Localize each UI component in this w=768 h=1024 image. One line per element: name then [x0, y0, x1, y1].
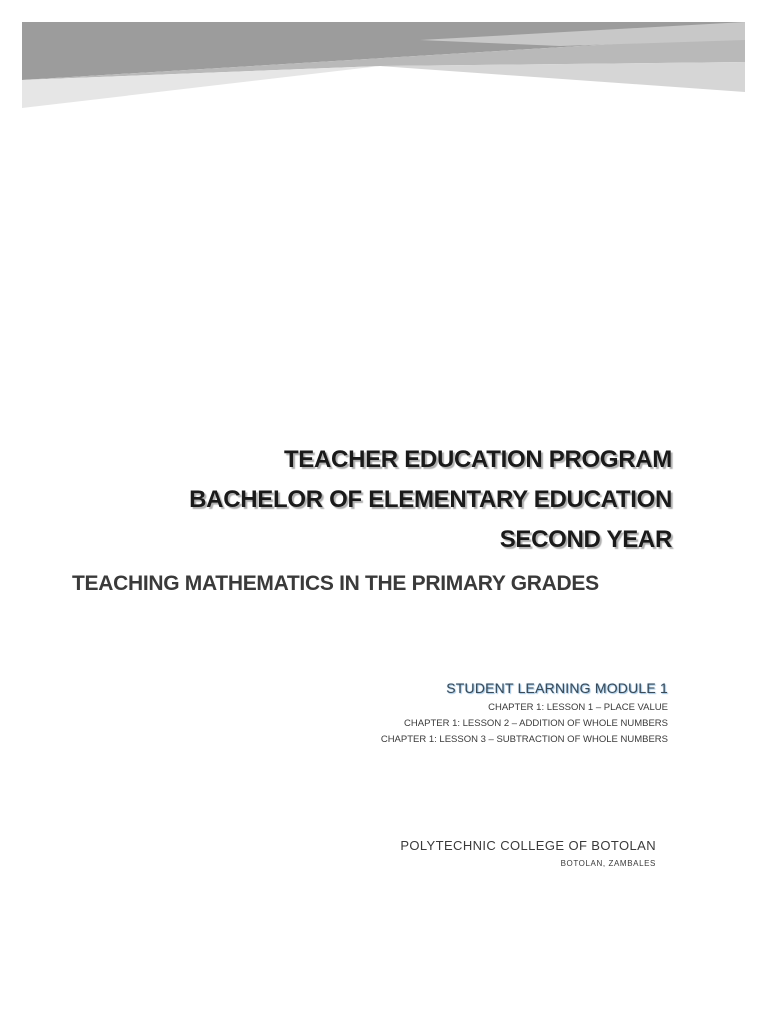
school-name: POLYTECHNIC COLLEGE OF BOTOLAN — [400, 838, 656, 853]
school-block — [400, 838, 656, 868]
module-block — [381, 680, 668, 748]
school-location: BOTOLAN, ZAMBALES — [560, 859, 656, 868]
lesson-item: CHAPTER 1: LESSON 2 – ADDITION OF WHOLE NUMBERS — [404, 718, 668, 729]
lesson-item: CHAPTER 1: LESSON 3 – SUBTRACTION OF WHOLE NUMBERS — [380, 734, 668, 745]
course-title: TEACHING MATHEMATICS IN THE PRIMARY GRADES — [72, 572, 599, 595]
program-line-1: TEACHER EDUCATION PROGRAM — [283, 446, 672, 473]
module-title: STUDENT LEARNING MODULE 1 — [446, 680, 668, 696]
program-title-block — [189, 440, 672, 560]
header-banner-graphic — [0, 0, 768, 120]
program-line-3: SECOND YEAR — [499, 526, 672, 553]
header-band-light — [380, 62, 745, 92]
lesson-item: CHAPTER 1: LESSON 1 – PLACE VALUE — [488, 702, 668, 713]
program-line-2: BACHELOR OF ELEMENTARY EDUCATION — [189, 486, 672, 513]
